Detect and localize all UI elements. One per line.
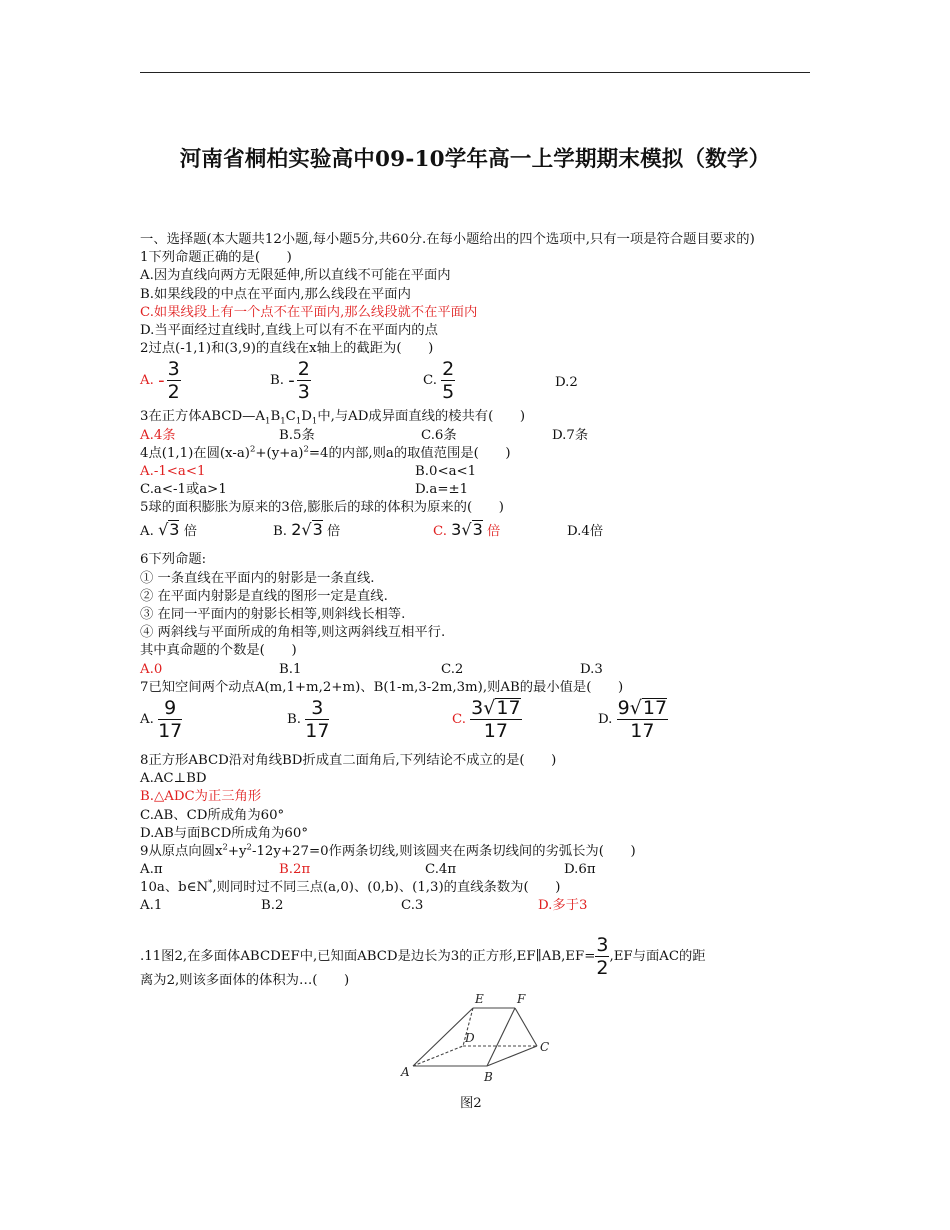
q7-options [140,697,812,749]
label-a: A [401,1064,410,1079]
label-c: C [540,1039,550,1054]
page-title: 河南省桐柏实验高中09-10学年高一上学期期末模拟（数学） [179,147,771,172]
q2-option-a: A. - $\frac{3}{2}$ [140,358,180,404]
q3-options [140,427,812,445]
q7-fraction-a: $\frac{9}{17}$ [158,696,183,742]
q7-option-a: A. $\frac{9}{17}$ [140,696,183,742]
q6-option-b: B.1 [279,661,302,677]
edge-ad-hidden [413,1046,463,1066]
q4-option-d: D.a=±1 [415,482,469,498]
q8-option-c: C.AB、CD所成角为60° [140,807,285,823]
q2-fraction-b: $\frac{2}{3}$ [297,358,310,404]
label-b: B [484,1069,493,1084]
q10-option-d: D.多于3 [538,898,588,914]
q9-options [140,861,812,879]
section-intro: 一、选择题(本大题共12小题,每小题5分,共60分.在每小题给出的四个选项中,只有一项是符合题目要求的) [140,232,755,247]
q3-option-c: C.6条 [421,427,457,443]
q11-fraction: $\frac{3}{2}$ [596,933,609,979]
exam-body [140,231,812,1120]
q5-stem: 5球的面积膨胀为原来的3倍,膨胀后的球的体积为原来的( ) [140,500,504,516]
q6-item-2: ② 在平面内射影是直线的图形一定是直线. [140,588,388,604]
q8-option-d: D.AB与面BCD所成角为60° [140,825,308,841]
q10-option-a: A.1 [140,898,163,914]
header-rule [140,72,810,73]
edge-fb [487,1008,515,1066]
edge-ea [413,1008,473,1066]
q10-options [140,897,812,915]
q4-options-row1 [140,463,812,481]
q7-fraction-c: $\frac{3√17}{17}$ [471,696,521,742]
q2-option-d: D.2 [555,375,578,391]
polyhedron-diagram [395,990,555,1095]
sqrt-symbol: √ [461,520,472,540]
q2-fraction-c: $\frac{2}{5}$ [442,358,455,404]
q4-options-row2 [140,481,812,499]
q11-stem-line1: .11图2,在多面体ABCDEF中,已知面ABCD是边长为3的正方形,EF∥AB,EF= $\frac{3}{2}$ ,EF与面AC的距 [140,933,706,979]
label-e: E [475,991,484,1006]
q9-option-a: A.π [140,862,163,878]
q4-option-a: A.-1<a<1 [140,463,206,479]
q11-stem-line2: 离为2,则该多面体的体积为…( ) [140,972,350,988]
q5-option-d: D.4倍 [567,524,604,540]
q6-option-c: C.2 [441,661,464,677]
q1-option-c: C.如果线段上有一个点不在平面内,那么线段就不在平面内 [140,304,478,320]
sqrt-symbol: √ [301,520,312,540]
edge-fc [515,1008,537,1046]
q6-item-4: ④ 两斜线与平面所成的角相等,则这两斜线互相平行. [140,625,446,641]
q6-item-1: ① 一条直线在平面内的射影是一条直线. [140,570,375,586]
q9-option-c: C.4π [425,862,457,878]
q2-stem: 2过点(-1,1)和(3,9)的直线在x轴上的截距为( ) [140,341,434,357]
q1-stem: 1下列命题正确的是( ) [140,250,292,266]
q7-fraction-d: $\frac{9√17}{17}$ [617,696,668,742]
q8-option-b: B.△ADC为正三角形 [140,789,262,805]
q6-stem: 6下列命题: [140,552,207,568]
sqrt-symbol: √ [158,520,169,540]
q1-option-b: B.如果线段的中点在平面内,那么线段在平面内 [140,286,411,302]
sqrt-symbol: √ [629,696,642,719]
q7-option-b: B. $\frac{3}{17}$ [287,696,330,742]
q4-option-b: B.0<a<1 [415,463,477,479]
q3-option-a: A.4条 [140,427,176,443]
q1-option-d: D.当平面经过直线时,直线上可以有不在平面内的点 [140,322,438,338]
q6-option-d: D.3 [580,661,603,677]
q6-question: 其中真命题的个数是( ) [140,643,297,659]
q7-stem: 7已知空间两个动点A(m,1+m,2+m)、B(1-m,3-2m,3m),则AB的最小值是( ) [140,679,624,695]
q3-stem: 3在正方体$ABCD—A_1B_1C_1D_1$中,与AD成异面直线的棱共有( ) [140,409,526,427]
q1-option-a: A.因为直线向两方无限延伸,所以直线不可能在平面内 [140,268,451,284]
q3-option-d: D.7条 [552,427,589,443]
q10-option-c: C.3 [401,898,424,914]
q4-stem: 4点(1,1)在圆$(x-a)^2+(y+a)^2=4$的内部,则a的取值范围是( ) [140,444,511,461]
q8-stem: 8正方形ABCD沿对角线BD折成直二面角后,下列结论不成立的是( ) [140,752,557,768]
q2-options [140,358,812,408]
q3-option-b: B.5条 [279,427,315,443]
q6-item-3: ③ 在同一平面内的射影长相等,则斜线长相等. [140,607,406,623]
q2-fraction-a: $\frac{3}{2}$ [167,358,180,404]
q6-option-a: A.0 [140,661,163,677]
q5-option-b: B. 2√3 倍 [273,520,341,540]
edge-bc [487,1046,537,1066]
q4-option-c: C.a<-1或a>1 [140,482,227,498]
q5-option-c: C. 3√3 倍 [433,520,501,540]
q10-stem: 10a、b∈N*,则同时过不同三点(a,0)、(0,b)、(1,3)的直线条数为( ) [140,878,561,896]
q5-option-a: A. √3 倍 [140,520,197,540]
q7-option-d: D. $\frac{9√17}{17}$ [598,696,668,742]
figure-caption: 图2 [460,1095,482,1111]
q7-fraction-b: $\frac{3}{17}$ [305,696,330,742]
q2-option-c: C. $\frac{2}{5}$ [423,358,455,404]
q2-option-b: B. - $\frac{2}{3}$ [270,358,310,404]
q6-options [140,661,812,679]
q9-option-b: B.2π [279,862,311,878]
figure-2 [140,990,812,1120]
label-d: D [465,1030,475,1045]
q9-stem: 9从原点向圆$x^2+y^2-12y+27=0$作两条切线,则该圆夹在两条切线间的劣弧长为( ) [140,842,636,859]
label-f: F [517,991,526,1006]
q5-options [140,517,812,545]
q8-option-a: A.AC⊥BD [140,771,207,787]
sqrt-symbol: √ [483,696,496,719]
q10-option-b: B.2 [261,898,284,914]
q7-option-c: C. $\frac{3√17}{17}$ [452,696,521,742]
q9-option-d: D.6π [564,862,596,878]
